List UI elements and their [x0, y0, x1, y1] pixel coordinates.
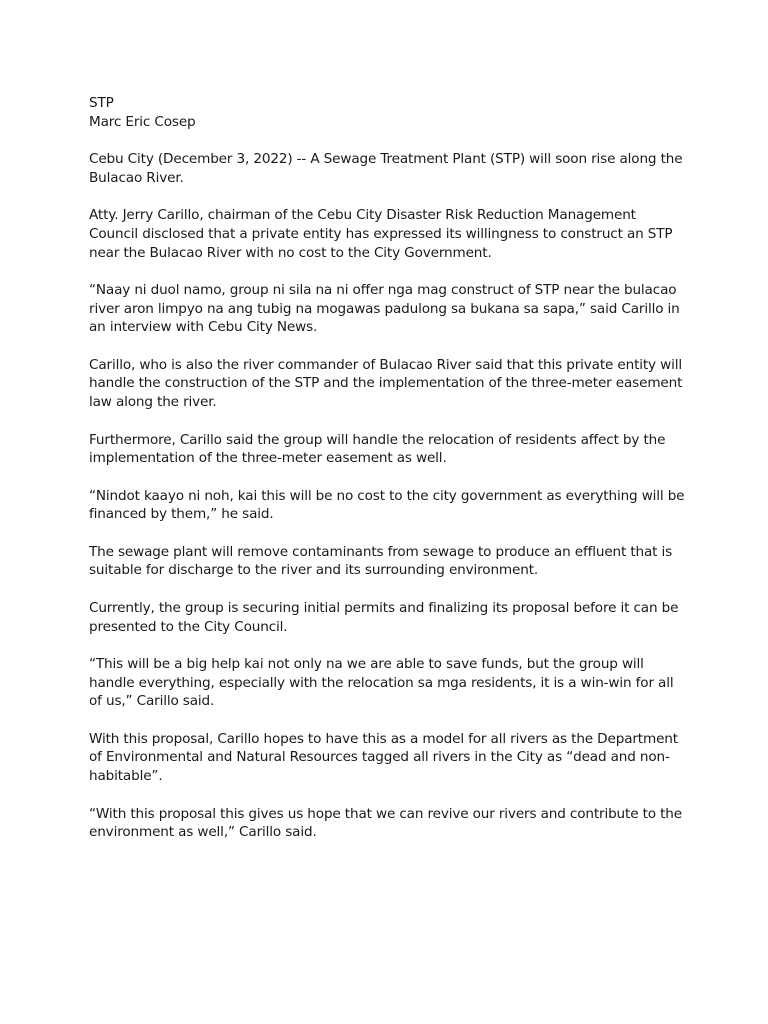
paragraph-4: Carillo, who is also the river commander of Bulacao River said that this private entity will handle the construction of the STP and the implementation of the three-meter easement law along the river. [89, 356, 683, 411]
paragraph-7: The sewage plant will remove contaminants from sewage to produce an effluent that is suitable for discharge to the river and its surrounding environment. [89, 543, 673, 579]
document-body [89, 94, 689, 861]
paragraph-10: With this proposal, Carillo hopes to have this as a model for all rivers as the Department of Environmental and Natural Resources tagged all rivers in the City as “dead and non-habitable”. [89, 730, 678, 785]
paragraph-1: Cebu City (December 3, 2022) -- A Sewage Treatment Plant (STP) will soon rise along the Bulacao River. [89, 151, 683, 186]
document-author: Marc Eric Cosep [89, 113, 196, 130]
document-title: STP [89, 95, 114, 111]
paragraph-11: “With this proposal this gives us hope that we can revive our rivers and contribute to the environment as well,” Carillo said. [89, 805, 682, 841]
document-header [89, 94, 689, 131]
paragraph-3: “Naay ni duol namo, group ni sila na ni offer nga mag construct of STP near the bulacao river aron limpyo na ang tubig na mogawas padulong sa bukana sa sapa,” said Carillo in an interview with Cebu City News. [89, 281, 680, 336]
paragraph-9: “This will be a big help kai not only na we are able to save funds, but the group will handle everything, especially with the relocation sa mga residents, it is a win-win for all of us,” Carillo said. [89, 655, 674, 710]
paragraph-5: Furthermore, Carillo said the group will handle the relocation of residents affect by the implementation of the three-meter easement as well. [89, 431, 666, 467]
paragraph-2: Atty. Jerry Carillo, chairman of the Cebu City Disaster Risk Reduction Management Council disclosed that a private entity has expressed its willingness to construct an STP near the Bulacao River with no cost to the City Government. [89, 207, 673, 261]
paragraph-8: Currently, the group is securing initial permits and finalizing its proposal before it can be presented to the City Council. [89, 599, 679, 635]
paragraph-6: “Nindot kaayo ni noh, kai this will be no cost to the city government as everything will be financed by them,” he said. [89, 487, 685, 523]
